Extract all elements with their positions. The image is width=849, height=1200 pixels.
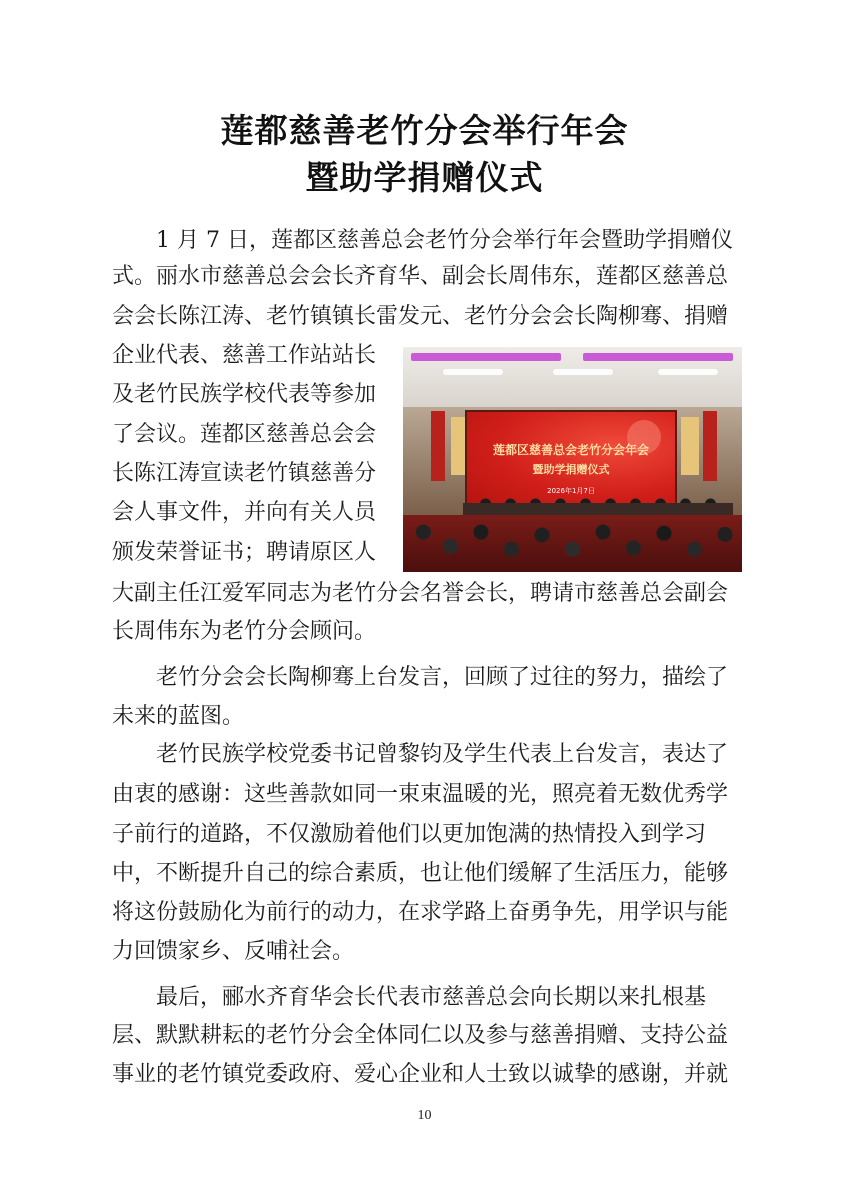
wall-decoration: [681, 417, 699, 475]
ceiling-lamp: [443, 369, 503, 375]
page-number: 10: [417, 1108, 432, 1123]
screen-title: 莲都区慈善总会老竹分会年会: [492, 443, 649, 457]
screen-subtitle: 暨助学捐赠仪式: [532, 463, 610, 476]
body-line: 中，不断提升自己的综合素质，也让他们缓解了生活压力，能够: [112, 861, 729, 886]
stage-screen: [465, 410, 677, 510]
audience: [403, 515, 742, 572]
screen-date: 2026年1月7日: [547, 487, 595, 495]
body-line: 了会议。莲都区慈善总会会: [112, 422, 377, 447]
body-line: 大副主任江爱军同志为老竹分会名誉会长，聘请市慈善总会副会: [112, 581, 729, 606]
body-line: 长陈江涛宣读老竹镇慈善分: [112, 461, 377, 486]
body-line: 式。丽水市慈善总会会长齐育华、副会长周伟东，莲都区慈善总: [112, 264, 729, 289]
body-line: 会人事文件，并向有关人员: [112, 500, 377, 525]
body-line: 及老竹民族学校代表等参加: [112, 382, 377, 407]
red-banner-left: [431, 411, 445, 481]
body-line: 会会长陈江涛、老竹镇镇长雷发元、老竹分会会长陶柳骞、捐赠: [112, 304, 729, 329]
article-title-line-1: 莲都慈善老竹分会举行年会: [220, 111, 629, 150]
body-line: 长周伟东为老竹分会顾问。: [112, 619, 377, 644]
body-line: 老竹分会会长陶柳骞上台发言，回顾了过往的努力，描绘了: [112, 665, 729, 690]
body-line: 由衷的感谢：这些善款如同一束束温暖的光，照亮着无数优秀学: [112, 782, 729, 807]
ceiling-lamp: [553, 369, 613, 375]
body-line: 子前行的道路，不仅激励着他们以更加饱满的热情投入到学习: [112, 822, 707, 847]
body-line: 层、默默耕耘的老竹分会全体同仁以及参与慈善捐赠、支持公益: [112, 1023, 729, 1048]
red-banner-right: [703, 411, 717, 481]
body-line: 1 月 7 日，莲都区慈善总会老竹分会举行年会暨助学捐赠仪: [112, 228, 733, 253]
body-line: 事业的老竹镇党委政府、爱心企业和人士致以诚挚的感谢，并就: [112, 1062, 729, 1087]
body-line: 最后，郦水齐育华会长代表市慈善总会向长期以来扎根基: [112, 985, 707, 1010]
body-line: 将这份鼓励化为前行的动力，在求学路上奋勇争先，用学识与能: [112, 900, 729, 925]
event-photo: [403, 347, 742, 572]
body-line: 企业代表、慈善工作站站长: [112, 343, 377, 368]
body-line: 老竹民族学校党委书记曾黎钧及学生代表上台发言，表达了: [112, 742, 729, 767]
article-title-line-2: 暨助学捐赠仪式: [305, 158, 544, 197]
body-line: 力回馈家乡、反哺社会。: [112, 939, 355, 964]
ceiling-light-strip: [583, 353, 733, 361]
body-line: 未来的蓝图。: [112, 704, 245, 729]
ceiling-light-strip: [411, 353, 561, 361]
ceiling-lamp: [658, 369, 718, 375]
body-line: 颁发荣誉证书；聘请原区人: [112, 540, 377, 565]
